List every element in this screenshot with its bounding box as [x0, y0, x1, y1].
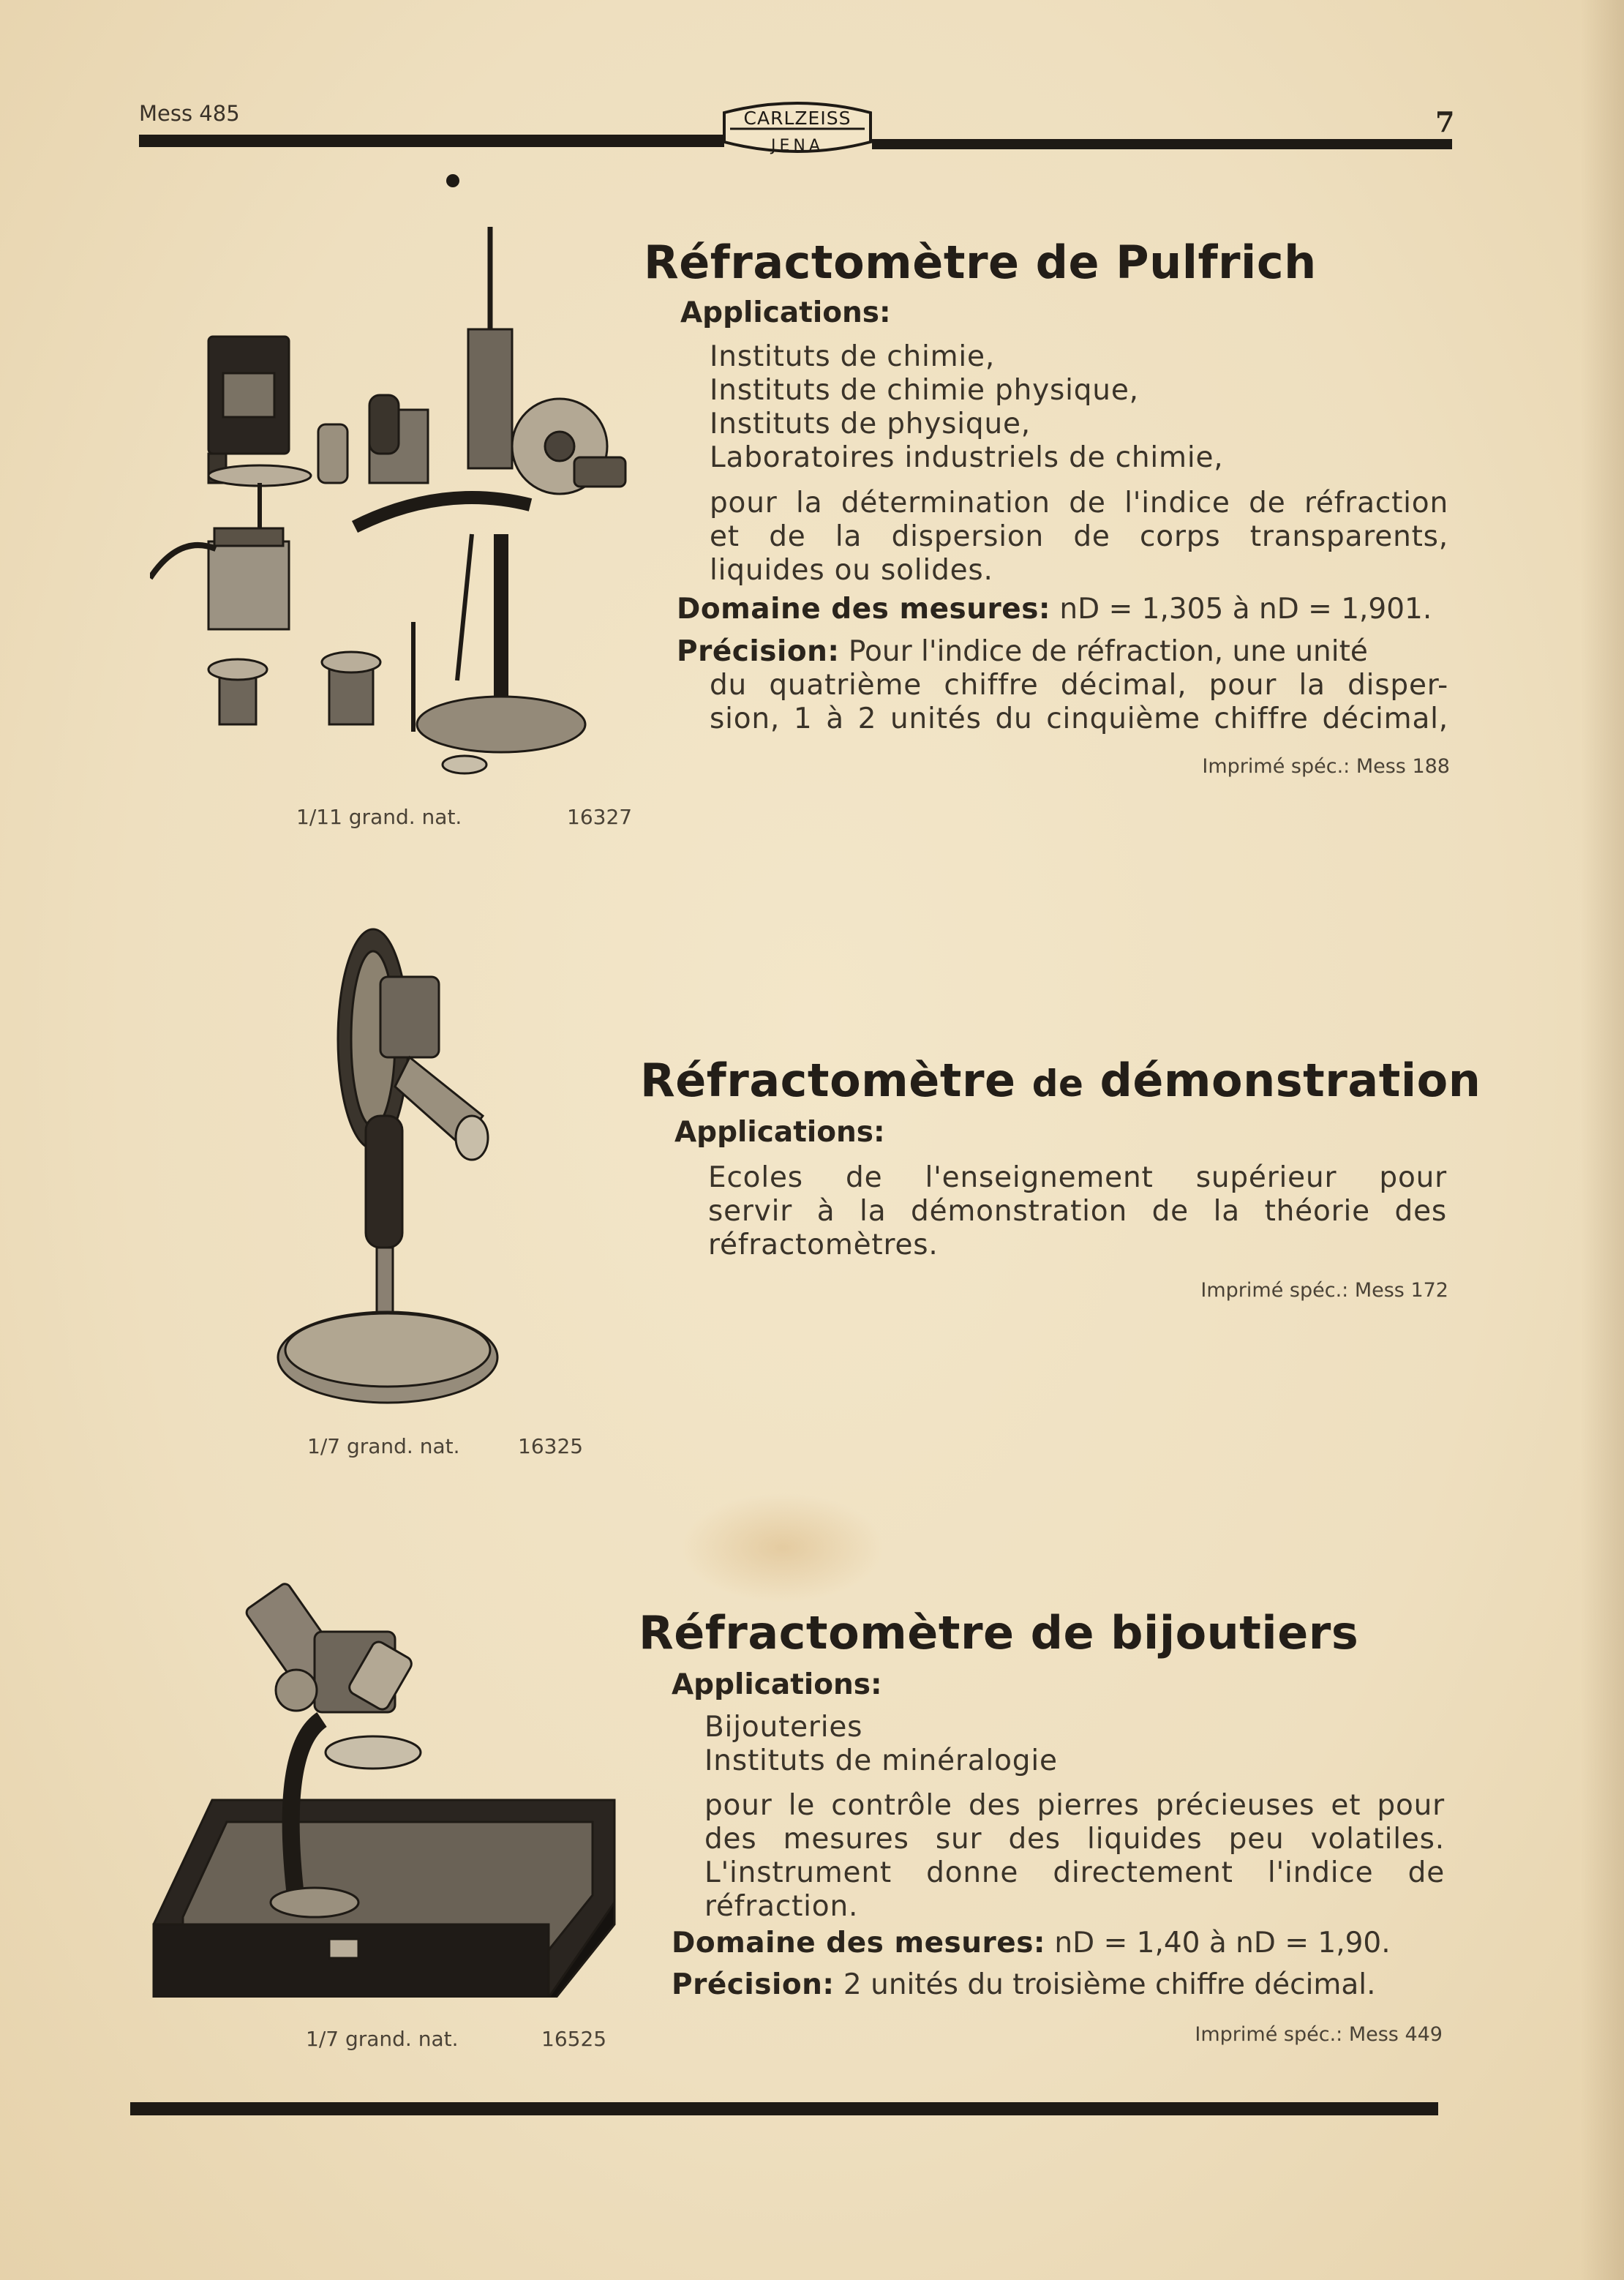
- list-item: Instituts de minéralogie: [704, 1744, 1058, 1777]
- measurement-range-jewelers: [672, 1927, 1391, 1960]
- page-number: 7: [1435, 105, 1455, 138]
- title-part: de: [1031, 1062, 1084, 1105]
- text-line: réfractomètres.: [708, 1229, 939, 1261]
- text-line: liquides ou solides.: [710, 554, 993, 587]
- text-line: pour le contrôle des pierres précieuses et pour: [704, 1789, 1445, 1822]
- title-part: démonstration: [1099, 1054, 1481, 1107]
- section-title-demonstration: [640, 1054, 1481, 1107]
- precision-continuation-pulfrich: [710, 669, 1448, 736]
- text-line: servir à la démonstration de la théorie des: [708, 1195, 1447, 1228]
- precision-jewelers: [672, 1968, 1376, 2001]
- measurement-range-label: Domaine des mesures:: [672, 1927, 1046, 1960]
- applications-list-pulfrich: [710, 340, 1223, 475]
- applications-list-jewelers: [704, 1711, 1058, 1778]
- pulfrich-refractometer-illustration: [150, 227, 633, 798]
- caption-number-pulfrich: 16327: [567, 805, 633, 829]
- precision-line: du quatrième chiffre décimal, pour la disper-: [710, 669, 1448, 702]
- measurement-range-value: nD = 1,305 à nD = 1,901.: [1059, 593, 1432, 626]
- section-title-pulfrich: Réfractomètre de Pulfrich: [644, 236, 1317, 289]
- header-rule-left: [139, 135, 724, 147]
- text-line: Ecoles de l'enseignement supérieur pour: [708, 1161, 1447, 1194]
- description-demonstration: [708, 1161, 1447, 1262]
- caption-number-jewelers: 16525: [541, 2027, 607, 2051]
- precision-label: Précision:: [677, 635, 840, 668]
- precision-line: sion, 1 à 2 unités du cinquième chiffre décimal,: [710, 702, 1448, 735]
- punch-dot: [446, 174, 459, 187]
- demonstration-refractometer-illustration: [271, 926, 519, 1423]
- text-line: réfraction.: [704, 1890, 859, 1923]
- precision-pulfrich: [677, 635, 1368, 668]
- print-reference-jewelers: Imprimé spéc.: Mess 449: [1195, 2023, 1443, 2046]
- page-edge-shadow: [1580, 0, 1624, 2280]
- applications-label-pulfrich: Applications:: [680, 296, 891, 329]
- measurement-range-pulfrich: [677, 593, 1432, 626]
- document-code: Mess 485: [139, 101, 240, 126]
- list-item: Instituts de physique,: [710, 408, 1031, 440]
- caption-scale-demonstration: 1/7 grand. nat.: [307, 1434, 460, 1458]
- text-line: L'instrument donne directement l'indice de: [704, 1856, 1445, 1889]
- precision-value: 2 unités du troisième chiffre décimal.: [843, 1968, 1376, 2001]
- paper-stain: [680, 1493, 885, 1602]
- caption-number-demonstration: 16325: [518, 1434, 584, 1458]
- precision-label: Précision:: [672, 1968, 835, 2001]
- list-item: Laboratoires industriels de chimie,: [710, 441, 1224, 474]
- list-item: Bijouteries: [704, 1711, 863, 1744]
- svg-text:JENA: JENA: [771, 137, 824, 155]
- applications-label-jewelers: Applications:: [672, 1668, 882, 1701]
- description-pulfrich: [710, 487, 1448, 588]
- jewelers-refractometer-illustration: [139, 1559, 622, 1998]
- text-line: et de la dispersion de corps transparents,: [710, 520, 1448, 553]
- measurement-range-label: Domaine des mesures:: [677, 593, 1051, 626]
- list-item: Instituts de chimie,: [710, 340, 996, 373]
- print-reference-pulfrich: Imprimé spéc.: Mess 188: [1202, 755, 1450, 778]
- text-line: pour la détermination de l'indice de réfraction: [710, 487, 1448, 520]
- applications-label-demonstration: Applications:: [674, 1116, 885, 1149]
- precision-line: Pour l'indice de réfraction, une unité: [848, 635, 1368, 668]
- description-jewelers: [704, 1789, 1445, 1924]
- section-title-jewelers: Réfractomètre de bijoutiers: [639, 1606, 1359, 1660]
- title-part: Réfractomètre: [640, 1054, 1016, 1107]
- header-rule-right: [872, 139, 1452, 149]
- text-line: des mesures sur des liquides peu volatiles.: [704, 1823, 1445, 1856]
- caption-scale-pulfrich: 1/11 grand. nat.: [296, 805, 462, 829]
- list-item: Instituts de chimie physique,: [710, 374, 1139, 407]
- measurement-range-value: nD = 1,40 à nD = 1,90.: [1054, 1927, 1391, 1960]
- footer-rule: [130, 2102, 1438, 2115]
- svg-text:CARLZEISS: CARLZEISS: [743, 108, 852, 129]
- carl-zeiss-logo: [720, 91, 875, 164]
- print-reference-demonstration: Imprimé spéc.: Mess 172: [1200, 1279, 1448, 1302]
- caption-scale-jewelers: 1/7 grand. nat.: [306, 2027, 459, 2051]
